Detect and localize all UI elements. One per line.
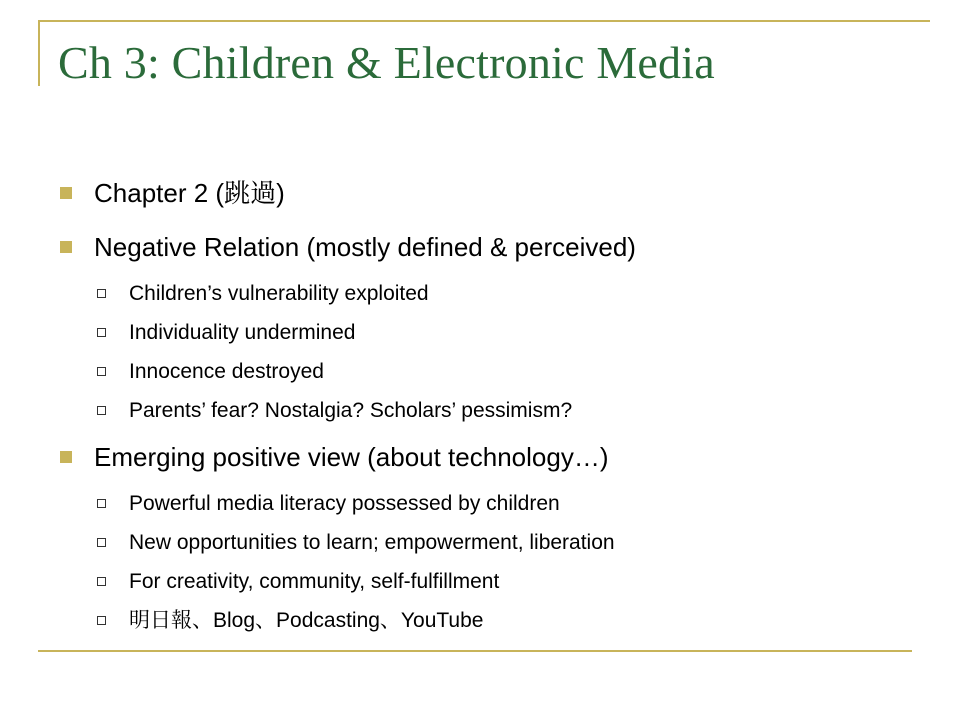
square-bullet-icon — [60, 451, 72, 463]
sub-bullet-text: Individuality undermined — [129, 321, 356, 344]
bullet-list — [60, 166, 920, 640]
hollow-square-bullet-icon — [97, 577, 106, 586]
sub-bullet-item — [60, 523, 920, 562]
square-bullet-icon — [60, 241, 72, 253]
bullet-text: Emerging positive view (about technology…) — [94, 442, 609, 472]
bottom-border-line — [38, 650, 912, 652]
sub-bullet-item — [60, 274, 920, 313]
sub-bullet-item — [60, 484, 920, 523]
sub-bullet-item — [60, 391, 920, 430]
hollow-square-bullet-icon — [97, 538, 106, 547]
bullet-text: Chapter 2 (跳過) — [94, 178, 285, 208]
bullet-item — [60, 430, 920, 484]
hollow-square-bullet-icon — [97, 289, 106, 298]
sub-bullet-text: 明日報、Blog、Podcasting、YouTube — [129, 609, 484, 632]
sub-bullet-text: Powerful media literacy possessed by children — [129, 492, 560, 515]
sub-bullet-text: Parents’ fear? Nostalgia? Scholars’ pessimism? — [129, 399, 573, 422]
hollow-square-bullet-icon — [97, 328, 106, 337]
sub-bullet-item — [60, 313, 920, 352]
bullet-item — [60, 220, 920, 274]
hollow-square-bullet-icon — [97, 499, 106, 508]
sub-bullet-text: Children’s vulnerability exploited — [129, 282, 429, 305]
sub-bullet-item — [60, 352, 920, 391]
hollow-square-bullet-icon — [97, 406, 106, 415]
slide-title: Ch 3: Children & Electronic Media — [58, 37, 715, 88]
sub-bullet-text: For creativity, community, self-fulfillment — [129, 570, 500, 593]
top-border-line — [38, 20, 930, 22]
left-border-line — [38, 20, 40, 86]
square-bullet-icon — [60, 187, 72, 199]
sub-bullet-item — [60, 562, 920, 601]
hollow-square-bullet-icon — [97, 367, 106, 376]
bullet-text: Negative Relation (mostly defined & perceived) — [94, 232, 636, 262]
sub-bullet-text: New opportunities to learn; empowerment, liberation — [129, 531, 615, 554]
sub-bullet-text: Innocence destroyed — [129, 360, 324, 383]
hollow-square-bullet-icon — [97, 616, 106, 625]
bullet-item — [60, 166, 920, 220]
sub-bullet-item — [60, 601, 920, 640]
